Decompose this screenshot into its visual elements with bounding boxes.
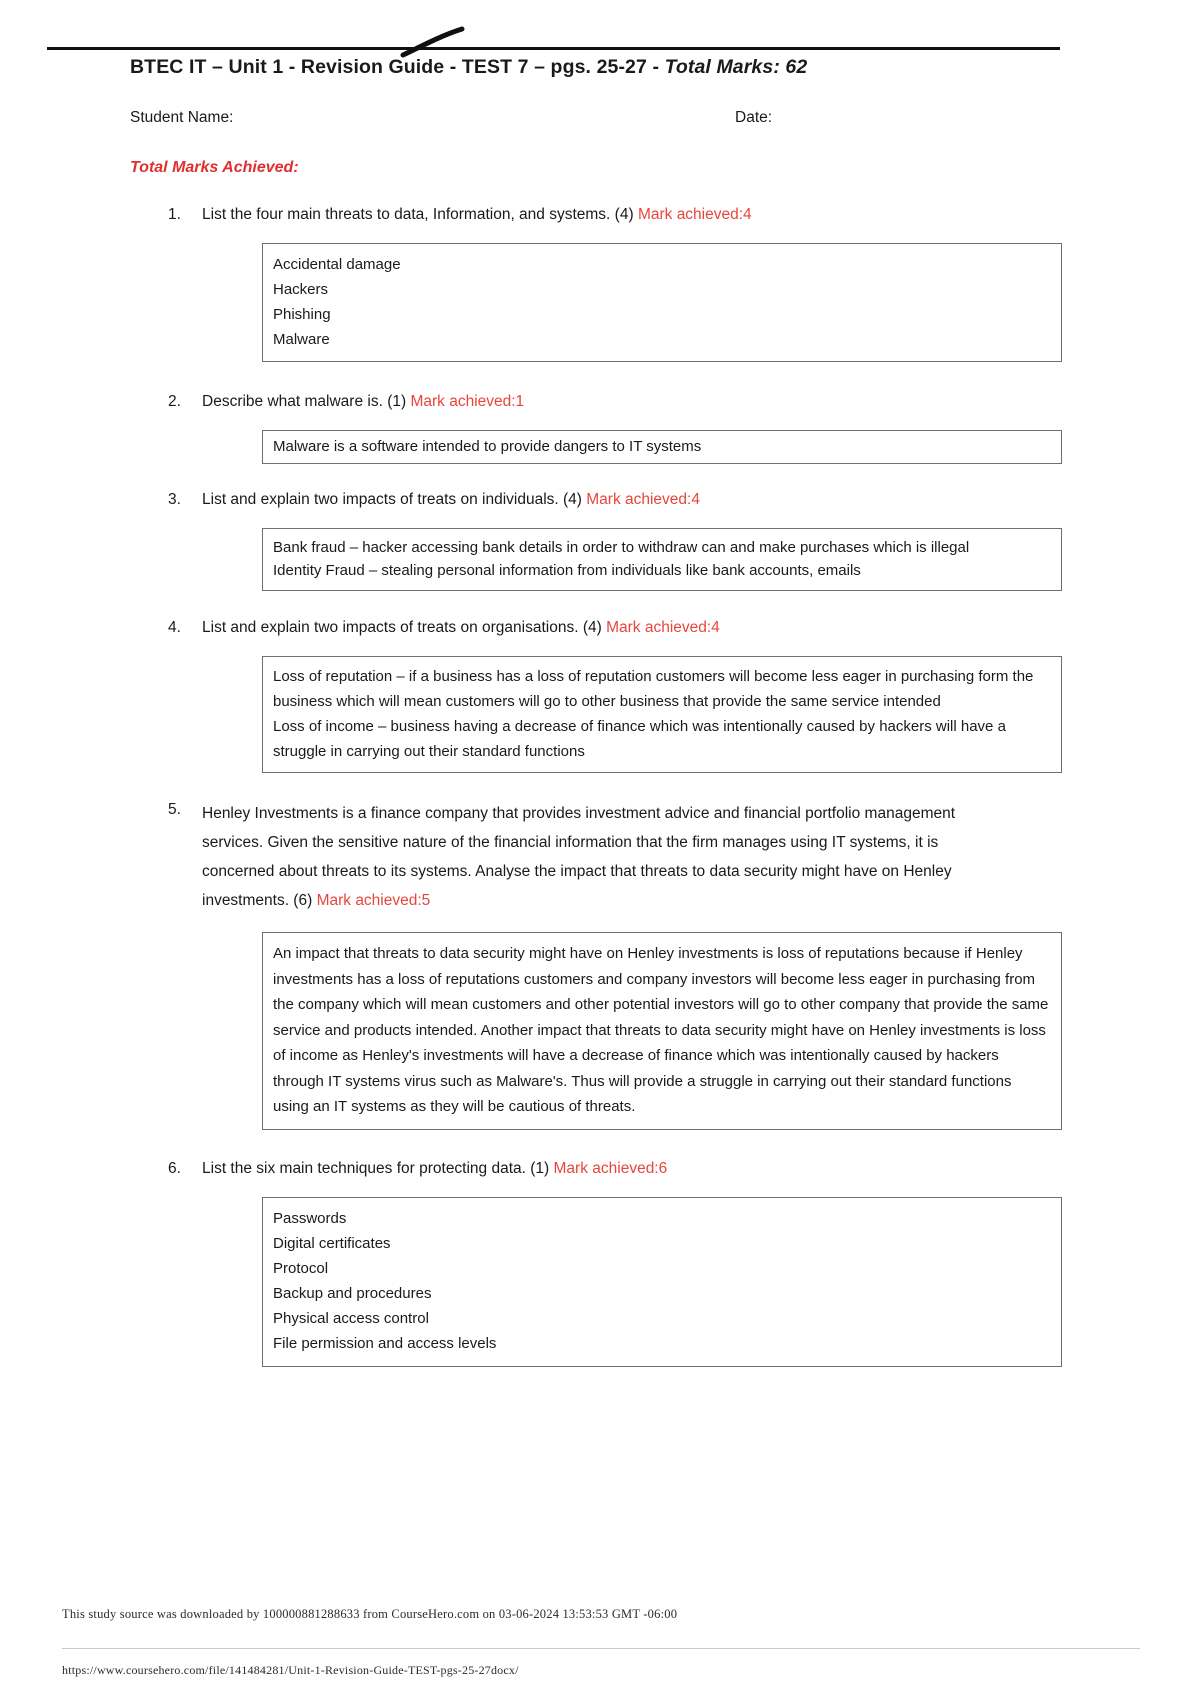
question-6 [130,1158,1010,1367]
answer-line: Protocol [273,1259,329,1277]
coursehero-watermark: This study source was downloaded by 100000881288633 from CourseHero.com on 03-06-2024 13:53:53 GMT -06:00 [62,1607,678,1621]
header-divider [47,47,1060,50]
question-text [202,799,1010,915]
answer-line: Identity Fraud – stealing personal information from individuals like bank accounts, emails [273,562,861,579]
answer-line: Backup and procedures [273,1284,432,1302]
page-title [130,52,1010,82]
answer-box[interactable] [262,656,1062,773]
question-number: 3. [168,491,181,508]
answer-box[interactable] [262,243,1062,362]
question-prompt: List and explain two impacts of treats on individuals. (4) [202,491,587,508]
question-prompt: List the four main threats to data, Information, and systems. (4) [202,206,638,223]
question-number: 2. [168,393,181,410]
question-prompt: List the six main techniques for protecting data. (1) [202,1159,554,1177]
answer-line: Digital certificates [273,1234,391,1252]
question-number: 4. [168,619,181,636]
date-label: Date: [735,109,773,126]
answer-box[interactable] [262,528,1062,591]
question-text [202,489,1010,511]
question-prompt: List and explain two impacts of treats on organisations. (4) [202,619,607,636]
footer-divider [62,1648,1140,1649]
answer-line: Loss of income – business having a decrease of finance which was intentionally caused by hackers will have a struggle in carrying out their standard functions [273,718,1006,760]
total-marks-achieved-label: Total Marks Achieved: [130,159,299,176]
answer-box[interactable] [262,932,1062,1130]
answer-box[interactable] [262,430,1062,464]
question-1 [130,204,1010,362]
question-prompt: Describe what malware is. (1) [202,393,411,410]
document-content [130,52,1049,1367]
mark-achieved: Mark achieved:6 [553,1159,668,1177]
question-text [202,617,1010,639]
page-title-total-marks: Total Marks: 62 [664,56,808,78]
answer-line: Hackers [273,281,329,298]
mark-achieved: Mark achieved:4 [586,491,700,508]
answer-line: Accidental damage [273,256,401,273]
question-3 [130,489,1010,591]
question-prompt: Henley Investments is a finance company that provides investment advice and financial portfolio management services. Given the sensitive nature of the financial information that the firm manages using IT systems, it is concerned about threats to its systems. Analyse the impact that threats to data security might have on Henley investments. (6) [202,805,956,909]
answer-line: Loss of reputation – if a business has a loss of reputation customers will become less eager in purchasing form the business which will mean customers will go to other business that provide the same service intended [273,668,1034,710]
mark-achieved: Mark achieved:4 [637,206,752,223]
question-number: 6. [168,1159,181,1177]
question-number: 1. [168,206,181,223]
answer-line: Passwords [273,1209,347,1227]
question-text [202,1158,1010,1180]
answer-line: File permission and access levels [273,1334,497,1352]
student-info-row [130,108,1010,128]
mark-achieved: Mark achieved:1 [410,393,525,410]
answer-line: Phishing [273,306,331,323]
question-2 [130,391,1010,464]
answer-line: Malware is a software intended to provide dangers to IT systems [273,438,702,455]
mark-achieved: Mark achieved:5 [316,892,431,909]
mark-achieved: Mark achieved:4 [606,619,720,636]
answer-line: Bank fraud – hacker accessing bank details in order to withdraw can and make purchases which is illegal [273,539,970,556]
answer-line: Malware [273,331,330,348]
question-list [130,204,1049,1367]
question-number: 5. [168,801,181,818]
coursehero-source-url[interactable]: https://www.coursehero.com/file/141484281/Unit-1-Revision-Guide-TEST-pgs-25-27docx/ [62,1663,519,1677]
page-title-main: BTEC IT – Unit 1 - Revision Guide - TEST 7 – pgs. 25-27 - [130,56,665,78]
student-name-label: Student Name: [130,109,234,126]
answer-line: An impact that threats to data security might have on Henley investments is loss of reputations because if Henley investments has a loss of reputations customers and company investors will become less eager in purchasing from the company which will mean customers and other potential investors will go to other company that provide the same service and products intended. Another impact that threats to data security might have on Henley investments is loss of income as Henley's investments will have a decrease of finance which was intentionally caused by hackers through IT systems virus such as Malware's. Thus will provide a struggle in carrying out their standard functions using an IT systems as they will be cautious of threats. [273,945,1049,1115]
question-4 [130,617,1034,773]
question-5 [130,799,1049,1130]
answer-box[interactable] [262,1197,1062,1367]
answer-line: Physical access control [273,1309,429,1327]
question-text [202,391,1010,413]
question-text [202,204,1010,226]
